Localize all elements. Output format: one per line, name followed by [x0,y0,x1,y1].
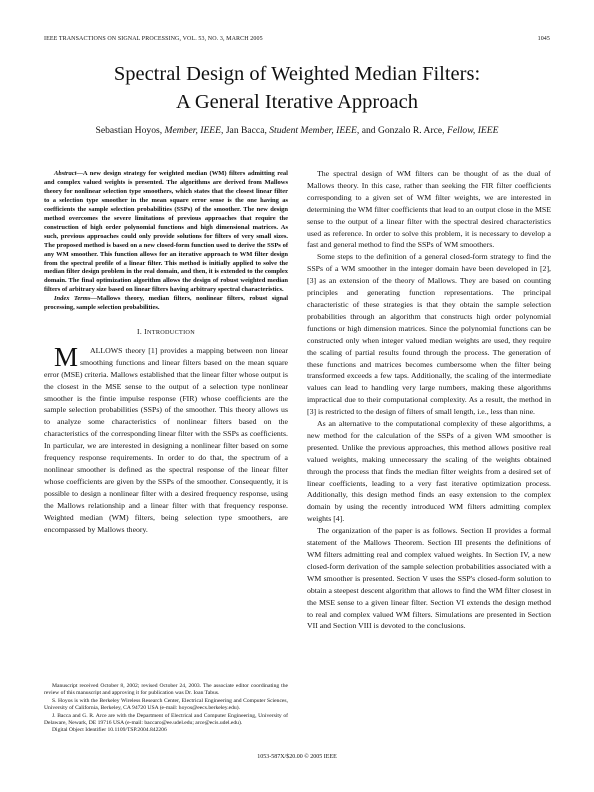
footnote-bacca-arce: J. Bacca and G. R. Arce are with the Department of Electrical and Computer Engineering, University of Delaware, Newark, DE 19716 USA (e-mail: baccaro@ee.udel.edu; arce@ecis.udel.edu). [44,712,288,727]
journal-info: IEEE TRANSACTIONS ON SIGNAL PROCESSING, VOL. 53, NO. 3, MARCH 2005 [44,36,263,42]
author-2-role: Student Member, IEEE [269,125,357,136]
left-column [44,170,288,535]
intro-text: ALLOWS theory [1] provides a mapping between non linear smoothing functions and linear filters based on the mean square error (MSE) criteria. Mallows established that the linear filter whose output is the closest in the MSE sense to the output of a selection type nonlinear smoother is the fintie impulse response (FIR) whose coefficients are the sample selection probabilities (SSPs) of the smoother. This theory allows us to analyze some characteristics of nonlinear filters based on the characteristics of the corresponding linear filter with the SSPs as coefficients. In particular, we are interested in designing a nonlinear filter based on some frequency response requirements. In order to do that, the spectrum of a nonlinear smoother is defined as the spectral response of the linear filter whose coefficients are given by the SSPs of the smoother. Consequently, it is possible to design a nonlinear filter with a desired frequency response, using the Mallows relationship and a linear filter with that frequency response. Weighted median (WM) filters, being selection type smoothers, are encompassed by Mallows theory. [44,345,288,534]
footnotes [44,683,288,735]
section-heading-introduction [44,327,288,339]
running-head [44,36,550,42]
author-1-name: Sebastian Hoyos, [95,125,165,136]
drop-cap: M [54,341,79,372]
abstract [44,170,288,295]
section-numeral: I. I [137,327,147,337]
index-terms-lead: Index Terms— [54,295,97,303]
author-1-role: Member, IEEE [164,125,222,136]
paper-title [0,60,594,116]
title-line-1: Spectral Design of Weighted Median Filters: [113,63,481,85]
body-paragraph-3: As an alternative to the computational complexity of these algorithms, a new method for the calculation of the SSPs of a given WM smoother is presented. Unlike the previous approaches, this method allows positive real valued weights, making unnecessary the scaling of the weights obtained through the process that finds the median filter weights from a desired set of linear coefficients, leading to a very fast iterative optimization process. Additionally, this design method finds an easy extension to the complex domain by using the recently introduced WM filters admitting complex weights [4]. [307,419,551,524]
footnote-manuscript: Manuscript received October 8, 2002; revised October 24, 2003. The associate editor coordinating the review of this manuscript and approving it for publication was Dr. Ioan Tabus. [44,683,288,697]
footnote-hoyos: S. Hoyos is with the Berkeley Wireless Research Center, Electrical Engineering and Computer Sciences, University of California, Berkeley, CA 94720 USA (e-mail: hoyos@eecs.berkeley.edu). [44,697,288,712]
index-terms-text: Mallows theory, median filters, nonlinear filters, robust signal processing, sample selection probabilities. [44,295,288,312]
abstract-text: A new design strategy for weighted median (WM) filters admitting real and complex valued weights is presented. The algorithms are derived from Mallows theory for nonlinear selection type smoothers, which states that the closest linear filter to a selection type smoother in the mean square error sense is the one having as coefficients the sample selection probabilities (SSPs) of the smoother. The new design method overcomes the severe limitations of previous approaches that require the construction of high order polynomial functions and high dimensional matrices. As such, previous approaches could only provide solutions for filters of very small sizes. The proposed method is based on a new closed-form function used to derive the SSPs of any WM smoother. This function allows for an iterative approach to WM filter design from the spectral profile of a linear filter. This method is initially applied to solve the median filter design problem in the real domain, and then, it is extended to the complex domain. The final optimization algorithm allows the design of robust weighted median filters of arbitrary size based on linear filters having arbitrary spectral characteristics. [44,170,288,294]
index-terms [44,295,288,313]
author-3-name: , and Gonzalo R. Arce, [356,125,447,136]
section-name: NTRODUCTION [146,329,195,337]
title-line-2: A General Iterative Approach [176,91,418,113]
intro-paragraph [44,341,288,536]
body-paragraph-4: The organization of the paper is as follows. Section II provides a formal statement of the Mallows Theorem. Section III presents the definitions of WM filters admitting real and complex valued weights. In Section IV, a new closed-form derivation of the sample selection probabilities associated with a WM smoother is presented. Section V uses the SSP's closed-form solution to obtain a steepest descent algorithm that allows to find the WM filter closest in the MSE sense to a given linear filter. Section VI extends the design method to real and complex valued WM filters. Simulations are presented in Section VII and Section VIII is devoted to the conclusions. [307,526,551,631]
author-list [0,125,594,136]
abstract-lead: Abstract— [54,170,83,177]
body-paragraph-1: The spectral design of WM filters can be thought of as the dual of Mallows theory. In this case, rather than seeking the FIR filter coefficients corresponding to a given set of WM filter weights, we are interested in determining the WM filter coefficients that lead to an output close in the MSE sense to the output of a linear filter with the spectral desired characteristics used as reference. In order to solve this problem, it is necessary to develop a fast and general method to find the SSPs of WM smoothers. [307,169,551,250]
copyright-footer: 1053-587X/$20.00 © 2005 IEEE [257,754,337,760]
author-2-name: , Jan Bacca, [221,125,270,136]
page-number: 1045 [537,36,550,42]
right-column [307,168,551,632]
author-3-role: Fellow, IEEE [446,125,499,136]
footnote-doi: Digital Object Identifier 10.1109/TSP.2004.842206 [52,727,167,734]
body-paragraph-2: Some steps to the definition of a general closed-form strategy to find the SSPs of a WM smoother in the integer domain have been developed in [2], [3] as an extension of the theory of Mallows. They are based on counting principles and generating function representations. The principal characteristic of these strategies is that they obtain the sample selection probabilities through an algorithm that constructs high order polynomial functions or high dimension matrices. Since the polynomial functions can be constructed only when integer valued median weights are used, they require the scaling of partial results found through the process. The generation of these functions and matrices becomes cumbersome when the filter being transformed exceeds a few taps. Additionally, the scaling of the intermediate values can lead to handling very large numbers, making these algorithms impractical due to their computational complexity. As a result, the method in [3] is restricted to the design of filters of small length, i.e., less than nine. [307,252,551,417]
